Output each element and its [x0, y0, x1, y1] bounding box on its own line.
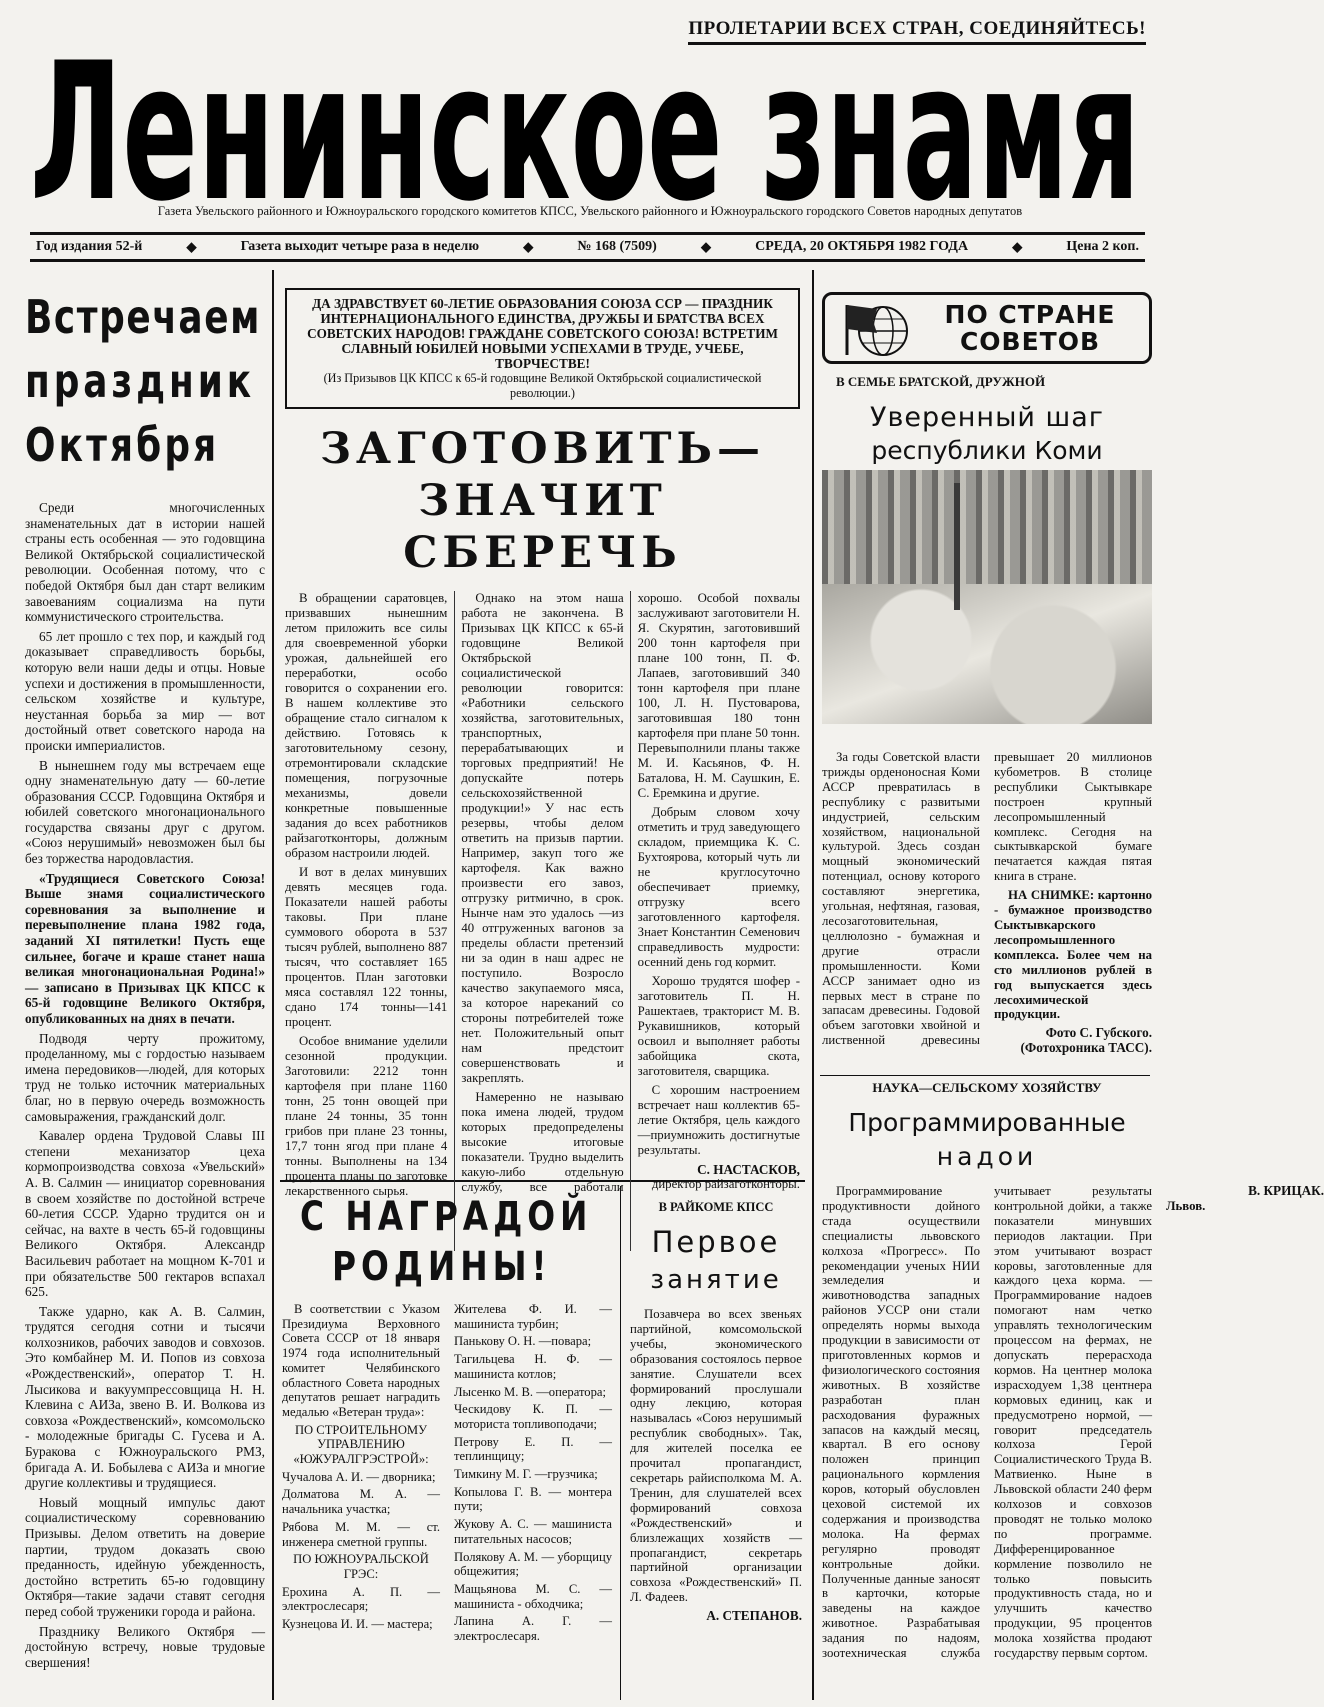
komi-body	[822, 750, 1152, 1080]
rubric-title-line-2: СОВЕТОВ	[959, 327, 1101, 356]
diamond-icon: ◆	[523, 239, 534, 254]
science-place: Львов.	[1166, 1198, 1206, 1213]
paragraph: Кавалер ордена Трудовой Славы III степени механизатор цеха кормопроизводства совхоза «Увельский» А. В. Салмин — инициатор соревнования в своем хозяйстве по достойной встрече 60-летия СССР. Ударно трудится он и сейчас, на вахте в честь 65-й годовщины Великого Октября. Александр Васильевич работает на мощном К-701 и при обязательстве 500 гектаров вспахал 625.	[25, 1128, 265, 1300]
award-recipient: Ерохина А. П. —электрослесаря;	[282, 1584, 440, 1614]
award-org: ПО ЮЖНОУРАЛЬСКОЙ ГРЭС:	[293, 1552, 429, 1581]
photo-paper-roll	[822, 584, 1152, 724]
komi-article	[822, 374, 1152, 1080]
left-article-heading	[25, 285, 265, 490]
paragraph: За годы Советской власти трижды орденоносная Коми АССР превратилась в республику с развитыми индустрией, сельским хозяйством, национальной культурой. Здесь создан мощный экономический потенциал, основу которого составляют энергетика, угольная, нефтяная, газовая, лесозаготовительная, целлюлозно - бумажная и другие отрасли промышленности. Коми АССР занимает одно из первых мест в стране по запасам древесины. Годовой объем заготовки хвойной и лиственной древесины превышает 20 миллионов кубометров. В столице республики Сыктывкаре построен крупный лесопромышленный комплекс. Сегодня на сыктывкарской бумаге печатается каждая пятая книга в стране.	[822, 750, 1152, 1048]
paragraph: Среди многочисленных знаменательных дат в истории нашей страны есть особенная — это годовщина Великой Октябрьской социалистической революции. Особенная потому, что с победой Октября был дан старт великим завоеваниям социализма на пути коммунистического строительства.	[25, 500, 265, 625]
diamond-icon: ◆	[700, 239, 711, 254]
paragraph: Намеренно не называю пока имена людей, трудом которых предопределены высокие итоговые показатели. Трудно выделить какую-либо отдельную службу, все работали хорошо. Особой похвалы заслуживают заготовители Н. Я. Скурятин, заготовивший 200 тонн картофеля при плане 100 тонн, П. Ф. Лапаев, заготовивший 340 тонн картофеля при плане 100, Л. Н. Пустоварова, заготовившая 180 тонн картофеля при плане 50 тонн. Перевыполнили планы также М. И. Касьянов, Ф. Н. Баталова, Н. М. Саушкин, Е. С. Еремкина и другие.	[461, 591, 800, 1194]
column-divider	[620, 1186, 621, 1700]
masthead-title: Ленинское знамя	[30, 22, 1140, 243]
masthead-motto: ПРОЛЕТАРИИ ВСЕХ СТРАН, СОЕДИНЯЙТЕСЬ!	[688, 18, 1146, 45]
left-article	[25, 285, 265, 1680]
paragraph: Празднику Великого Октября — достойную встречу, новые трудовые свершения!	[25, 1623, 265, 1670]
award-recipient: Петрову Е. П. — теплинщицу;	[454, 1434, 612, 1464]
flag-globe-svg	[833, 299, 911, 357]
science-signature: В. КРИЦАК.	[1248, 1183, 1324, 1198]
paragraph: В обращении саратовцев, призвавших нынешним летом приложить все силы для своевременной уборки урожая, дальнейшей его переработки, особо говорится о сохранении его. В нашем коллективе это обращение стало сигналом к действию. Готовясь к заготовительному сезону, отремонтировали складские помещения, погрузочные механизмы, довели конкретные повышенные задания до всех работников райзаготконторы, должным образом настроили людей.	[285, 591, 448, 860]
photo-caption: НА СНИМКЕ: картонно - бумажное производство Сыктывкарского лесопромышленного комплекса. Более чем на сто миллионов рублей в год выпускается здесь лесохимической продукции.	[994, 888, 1152, 1022]
issue-info-bar	[30, 232, 1145, 262]
paragraph: Новый мощный импульс дают социалистическому соревнованию Призывы. Делом ответить на доверие партии, трудом доказать свою преданность, идейную убежденность, достойно встретить 65-ю годовщину Октября—такие задачи ставят сегодня перед собой труженики города и района.	[25, 1494, 265, 1619]
article-signature-role: директор райзаготконторы.	[651, 1177, 800, 1191]
main-headline-line-1: ЗАГОТОВИТЬ—	[319, 424, 766, 474]
column-divider	[272, 270, 274, 1700]
heading-line-3: Октября	[25, 418, 220, 472]
award-recipient: Мащьянова М. С. — машиниста - обходчика;	[454, 1581, 612, 1611]
column-divider	[812, 270, 814, 1700]
award-recipient: Чучалова А. И. — дворника;	[282, 1469, 436, 1484]
main-article-body	[285, 591, 800, 1251]
paragraph: В нынешнем году мы встречаем еще одну знаменательную дату — 60-летие образования СССР. Годовщина Октября и юбилей советского многонационального государства связаны друг с другом. «Союз нерушимый» невозможен был бы без торжества народовластия.	[25, 757, 265, 867]
award-headline-line-2: РОДИНЫ!	[332, 1244, 552, 1290]
award-recipient: Рябова М. М. — ст. инженера сметной группы.	[282, 1519, 440, 1549]
award-recipient: Копылова Г. В. — монтера пути;	[454, 1484, 612, 1514]
science-headline-line-1: Программированные	[848, 1108, 1126, 1137]
award-recipient: Панькову О. Н. —повара;	[454, 1334, 592, 1349]
komi-kicker: В СЕМЬЕ БРАТСКОЙ, ДРУЖНОЙ	[836, 374, 1046, 389]
award-recipient: Лапина А. Г. —электрослесаря.	[454, 1614, 612, 1644]
slogan-text: ДА ЗДРАВСТВУЕТ 60-ЛЕТИЕ ОБРАЗОВАНИЯ СОЮЗА ССР — ПРАЗДНИК ИНТЕРНАЦИОНАЛЬНОГО ЕДИНСТВА, ДРУЖБЫ И БРАТСТВА ВСЕХ СОВЕТСКИХ НАРОДОВ! ГРАЖДАНЕ СОВЕТСКОГО СОЮЗА! ВСТРЕТИМ СЛАВНЫЙ ЮБИЛЕЙ НОВЫМИ УСПЕХАМИ В ТРУДЕ, УЧЕБЕ, ТВОРЧЕСТВЕ!	[307, 296, 778, 371]
award-recipient: Кузнецова И. И. — мастера;	[282, 1617, 433, 1632]
raikom-signature: А. СТЕПАНОВ.	[706, 1608, 802, 1624]
publication-frequency: Газета выходит четыре раза в неделю	[240, 239, 480, 254]
award-headline	[282, 1192, 612, 1302]
paragraph: Программирование продуктивности дойного стада осуществили специалисты львовского колхоза «Прогресс». По рекомендации ученых НИИ земледелия и животноводства западных районов УССР они стали определять нормы выхода продукции в зависимости от приготовленных кормов и физиологического состояния животных. В хозяйстве разработан план расходования фуражных запасов на каждый месяц, квартал. В его основу положен принцип рационального кормления коров, который обусловлен цеховой системой их содержания и производства молока. На фермах регулярно проводят контрольные дойки. Полученные данные заносят в карточки, которые заведены на каждое животное. Разрабатывая задания по надоям, зоотехническая служба учитывает результаты контрольной дойки, а также показатели минувших периодов лактации. При этом учитывают возраст коровы, заготовленные для каждого цеха корма. — Программирование надоев помогают нам четко управлять технологическим процессом на фермах, не допускать перерасхода кормов. На центнер молока израсходуем 1,38 центнера кормовых единиц, как и предусмотрено нормой, — говорит председатель колхоза Герой Социалистического Труда В. Матвиенко. Ныне в Львовской области 240 ферм колхозов и совхозов проводят не только молоко по программе. Дифференцированное кормление позволило не только повысить продуктивность стада, но и улучшить качество продукции, 95 процентов молока хозяйства продают государству первым сортом.	[822, 1184, 1152, 1661]
heading-line-2: праздник	[25, 354, 256, 408]
komi-photo	[822, 470, 1152, 724]
award-recipient: Долматова М. А. — начальника участка;	[282, 1487, 440, 1517]
left-article-body	[25, 500, 265, 1680]
paragraph: Добрым словом хочу отметить и труд заведующего складом, приемщика К. С. Бухтоярова, который чуть ли не круглосуточно обеспечивает приемку, отгрузку всего заготовленного картофеля. Знает Константин Семенович справедливость мудрости: осенний день год кормит.	[637, 805, 800, 969]
slogan-box	[285, 288, 800, 409]
masthead-subtitle: Газета Увельского районного и Южноуральского городского комитетов КПСС, Увельского районного и Южноуральского городского Советов народных депутатов	[157, 204, 1023, 218]
rubric-title-line-1: ПО СТРАНЕ	[944, 300, 1116, 329]
komi-headline-line-2: республики Коми	[871, 436, 1103, 465]
komi-headline-line-1: Уверенный шаг	[870, 402, 1104, 433]
issue-number: № 168 (7509)	[577, 239, 657, 254]
paragraph: Особое внимание уделили сезонной продукции. Заготовили: 2212 тонн картофеля при плане 1160 тонн, 25 тонн овощей при плане 24 тонны, 35 тонн грибов при плане 23 тонны, 17,7 тонн ягод при плане 4 тонны. Выполнены на 134 процента планы по заготовке лекарственного сырья.	[285, 1034, 448, 1198]
raikom-kicker: В РАЙКОМЕ КПСС	[658, 1200, 774, 1214]
award-recipient: Полякову А. М. — уборщицу общежития;	[454, 1549, 612, 1579]
heading-line-1: Встречаем	[25, 290, 261, 344]
award-body	[282, 1302, 612, 1692]
article-signature: С. НАСТАСКОВ,	[697, 1162, 800, 1177]
award-headline-line-1: С НАГРАДОЙ	[300, 1194, 593, 1240]
paragraph: Хорошо трудятся шофер - заготовитель П. Н. Рашектаев, тракторист М. В. Рукавишников, который освоил и выполняет работы забойщика скота, заготовителя, сварщика.	[637, 974, 800, 1078]
award-org: ПО СТРОИТЕЛЬНОМУ УПРАВЛЕНИЮ «ЮЖУРАЛГРЭСТРОЙ»:	[293, 1422, 429, 1467]
diamond-icon: ◆	[186, 239, 197, 254]
award-recipient: Лысенко М. В. —оператора;	[454, 1384, 606, 1399]
award-recipient: Тимкину М. Г. —грузчика;	[454, 1467, 598, 1482]
award-recipient: Жителева Ф. И. —машиниста турбин;	[454, 1302, 612, 1331]
science-headline-line-2: надои	[936, 1142, 1038, 1171]
center-main-article	[285, 288, 800, 1251]
award-intro: В соответствии с Указом Президиума Верховного Совета СССР от 18 января 1974 года исполнительный комитет Челябинского областного Совета народных депутатов решает наградить медалью «Ветеран труда»:	[282, 1302, 440, 1419]
award-article	[282, 1192, 612, 1692]
photo-credit: Фото С. Губского. (Фотохроника ТАСС).	[1020, 1025, 1152, 1056]
rubric-title	[911, 301, 1149, 355]
science-kicker: НАУКА—СЕЛЬСКОМУ ХОЗЯЙСТВУ	[872, 1080, 1102, 1095]
po-strane-sovetov-rubric	[822, 292, 1152, 364]
main-headline-line-2: ЗНАЧИТ СБЕРЕЧЬ	[403, 476, 682, 578]
photo-column	[954, 483, 960, 610]
paragraph: «Трудящиеся Советского Союза! Выше знамя социалистического соревнования за выполнение и перевыполнение плана 1982 года, заданий XI пятилетки! Пусть еще сильнее, богаче и краше станет наша великая многонациональная Родина!» — записано в Призывах ЦК КПСС к 65-й годовщине Великого Октября, опубликованных на днях в печати.	[25, 870, 265, 1026]
paragraph: Подводя черту прожитому, проделанному, мы с гордостью называем имена передовиков—людей, для которых труд не только источник материальных благ, но в первую очередь возможность самовыражения, гражданский долг.	[25, 1030, 265, 1124]
raikom-headline-line-1: Первое	[651, 1225, 781, 1259]
flag-globe-icon	[833, 299, 911, 357]
science-article	[822, 1080, 1324, 1674]
slogan-source: (Из Призывов ЦК КПСС к 65-й годовщине Великой Октябрьской социалистической революции.)	[323, 371, 762, 400]
paragraph: 65 лет прошло с тех пор, и каждый год доказывает справедливость борьбы, которую вели наши деды и отцы. Новые успехи и достижения в промышленности, сельском хозяйстве и культуре, неустанная борьба за мир — вот достойный ответ советского народа на происки империалистов.	[25, 628, 265, 753]
science-body	[822, 1183, 1324, 1674]
issue-date: СРЕДА, 20 ОКТЯБРЯ 1982 ГОДА	[755, 239, 969, 254]
raikom-headline-line-2: занятие	[650, 1265, 782, 1295]
paragraph: Однако на этом наша работа не закончена. В Призывах ЦК КПСС к 65-й годовщине Великой Октябрьской социалистической революции говорится: «Работники сельского хозяйства, заготовительных, транспортных, перерабатывающих и торговых предприятий! Не допускайте потерь сельскохозяйственной продукции!» У нас есть резервы, чтобы делом ответить на призыв партии. Например, закуп того же картофеля. Как важно произвести его завоз, отгрузку ритмично, в срок. Нынче нам это удалось —из 40 отгруженных вагонов за пределы области претензий ни за один в наш адрес не поступило. Возросло качество закупаемого мяса, за которое нареканий со стороны потребителей тоже нет. Положительный опыт нам предстоит совершенствовать и закреплять.	[461, 591, 624, 1085]
paragraph: Также ударно, как А. В. Салмин, трудятся сегодня сотни и тысячи колхозников, рабочих заводов и совхозов. Это комбайнер М. И. Попов из совхоза «Рождественский», оператор Т. Н. Лысикова и вакуумпрессовщица Н. Н. Клевина с АИЗа, звено В. И. Волкова из совхоза «Рождественский», комсомольско - молодежные бригады С. Гусева и А. Буракова с Южноуральского РМЗ, бригада А. И. Бобылева с АИЗа и многие другие коллективы и трудящиеся.	[25, 1303, 265, 1491]
raikom-article	[630, 1200, 802, 1677]
diamond-icon: ◆	[1012, 239, 1023, 254]
paragraph: Позавчера во всех звеньях партийной, комсомольской учебы, экономического образования состоялось первое занятие. Слушатели всех формирований прослушали одну лекцию, которая называлась «Союз нерушимый республик свободных». Так, для жителей поселка ее прочитал пропагандист, секретарь райисполкома М. А. Тренин, для слушателей всех формирований совхоза «Рождественский» и близлежащих хозяйств — пропагандист, секретарь партийной организации совхоза «Рождественский» П. Л. Фадеев.	[630, 1307, 802, 1605]
award-recipient: Ческидову К. П. — моториста топливоподачи;	[454, 1402, 612, 1431]
issue-price: Цена 2 коп.	[1066, 239, 1139, 254]
paragraph: И вот в делах минувших девять месяцев года. Показатели нашей работы таковы. При плане суммового оборота в 537 тысяч рублей, выполнено 887 тысяч, что составляет 165 процентов. План заготовки мяса составлял 122 тонны, сдано 174 тонны—141 процент.	[285, 865, 448, 1029]
award-recipient: Тагильцева Н. Ф. — машиниста котлов;	[454, 1352, 612, 1381]
paragraph: С хорошим настроением встречает наш коллектив 65-летие Октября, цель каждого—приумножить достигнутые результаты.	[637, 1083, 800, 1157]
award-recipient: Жукову А. С. — машиниста питательных насосов;	[454, 1517, 612, 1546]
raikom-body	[630, 1307, 802, 1677]
publication-year: Год издания 52-й	[36, 239, 143, 254]
